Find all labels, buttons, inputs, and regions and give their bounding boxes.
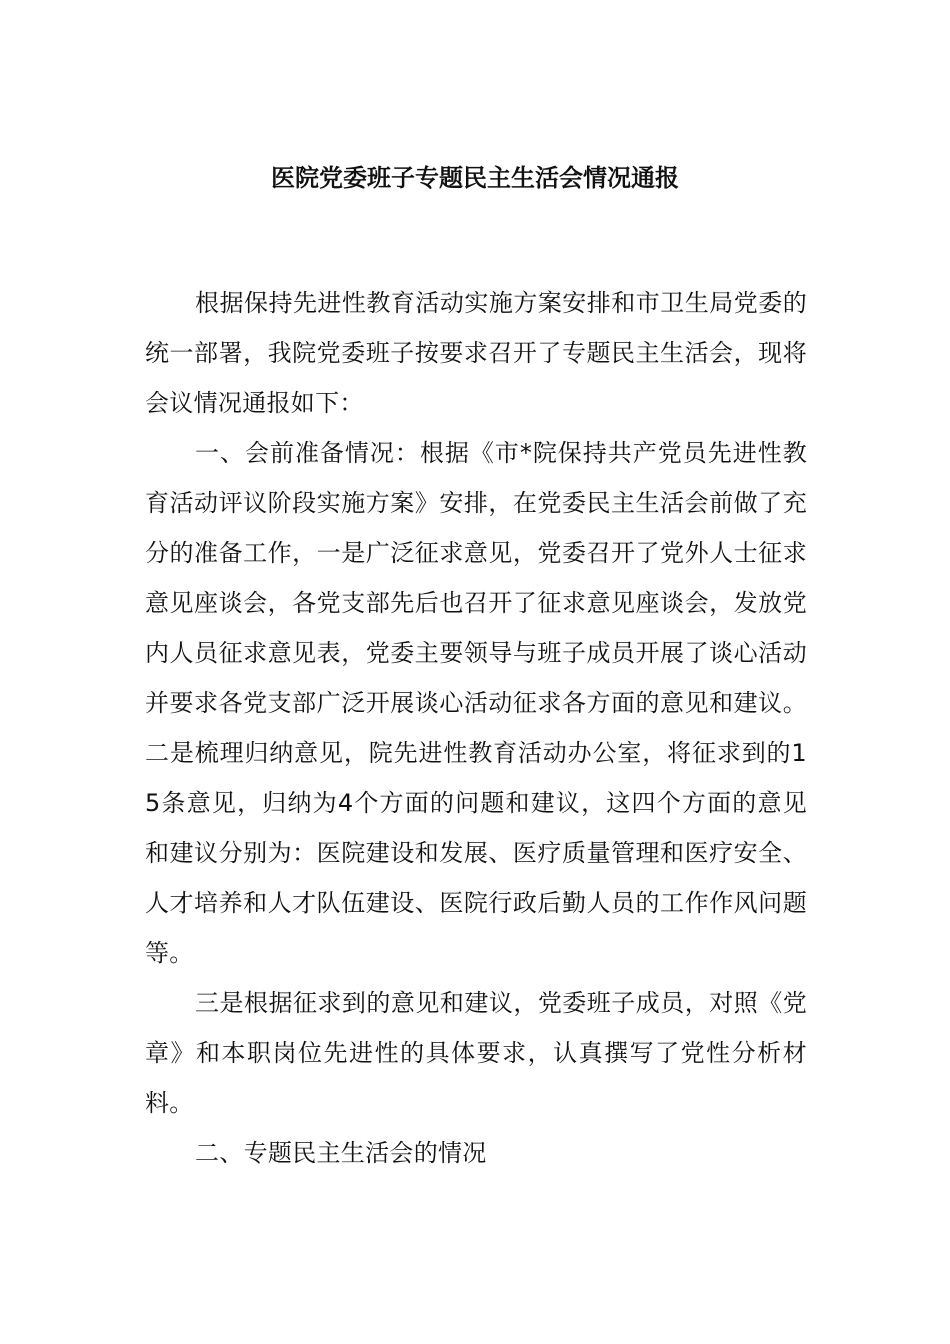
paragraph-intro: 根据保持先进性教育活动实施方案安排和市卫生局党委的统一部署，我院党委班子按要求召开了专题民主生活会，现将会议情况通报如下：	[145, 289, 807, 417]
section-heading-meeting: 二、专题民主生活会的情况	[195, 1139, 487, 1167]
document-title: 医院党委班子专题民主生活会情况通报	[271, 164, 679, 192]
paragraph-analysis: 三是根据征求到的意见和建议，党委班子成员，对照《党章》和本职岗位先进性的具体要求，认真撰写了党性分析材料。	[145, 989, 807, 1117]
paragraph-preparation: 一、会前准备情况：根据《市*院保持共产党员先进性教育活动评议阶段实施方案》安排，在党委民主生活会前做了充分的准备工作，一是广泛征求意见，党委召开了党外人士征求意见座谈会，各党支部先后也召开了征求意见座谈会，发放党内人员征求意见表，党委主要领导与班子成员开展了谈心活动并要求各党支部广泛开展谈心活动征求各方面的意见和建议。二是梳理归纳意见，院先进性教育活动办公室，将征求到的15条意见，归纳为4个方面的问题和建议，这四个方面的意见和建议分别为：医院建设和发展、医疗质量管理和医疗安全、人才培养和人才队伍建设、医院行政后勤人员的工作作风问题等。	[145, 439, 807, 967]
document-body	[145, 278, 807, 1178]
